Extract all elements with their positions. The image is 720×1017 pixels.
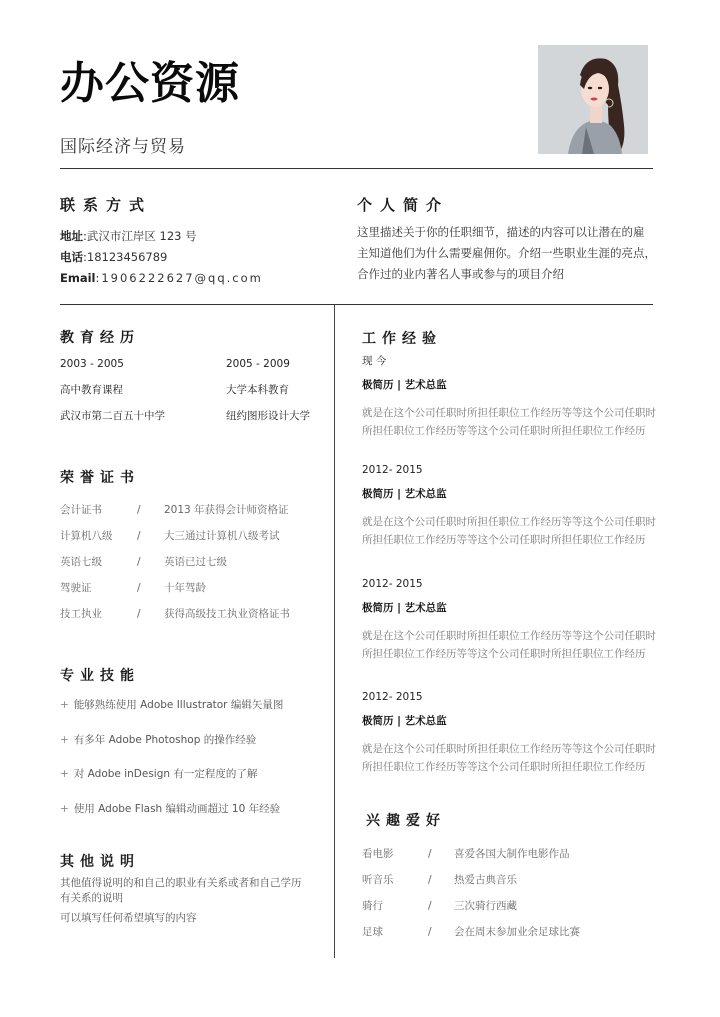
skill-item — [60, 732, 283, 767]
skill-text: 对 Adobe inDesign 有一定程度的了解 — [73, 768, 258, 780]
honor-detail: 十年驾龄 — [164, 582, 206, 594]
honor-detail: 英语已过七级 — [164, 556, 227, 568]
work-role: 极简历 | 艺术总监 — [362, 602, 447, 614]
education-period: 2005 - 2009 — [226, 358, 290, 370]
skills-list — [60, 697, 283, 835]
honor-item — [60, 606, 320, 632]
plus-bullet-icon: + — [60, 733, 69, 746]
skill-text: 使用 Adobe Flash 编辑动画超过 10 年经验 — [73, 802, 281, 815]
work-description: 就是在这个公司任职时所担任职位工作经历等等这个公司任职时所担任职位工作经历等等这个公司任职时所担任职位工作经历 — [362, 407, 656, 437]
section-divider — [60, 304, 653, 305]
plus-bullet-icon: + — [60, 699, 69, 711]
contact-info — [60, 226, 263, 289]
address-row — [60, 226, 263, 247]
hobbies-list — [362, 846, 652, 950]
intro-line: 合作过的业内著名人事或参与的项目介绍 — [357, 267, 564, 281]
hobby-name: 骑行 — [362, 900, 383, 912]
skill-text: 能够熟练使用 Adobe Illustrator 编辑矢量图 — [73, 699, 284, 711]
hobby-item — [362, 924, 652, 950]
hobby-detail: 会在周末参加业余足球比赛 — [454, 926, 580, 938]
honor-name: 计算机八级 — [60, 530, 113, 542]
work-role: 极简历 | 艺术总监 — [362, 715, 447, 727]
email-label: Email — [60, 271, 96, 285]
skill-item — [60, 697, 283, 732]
intro-line: 主知道他们为什么需要雇佣你。介绍一些职业生涯的亮点， — [357, 246, 656, 260]
work-description: 就是在这个公司任职时所担任职位工作经历等等这个公司任职时所担任职位工作经历等等这个公司任职时所担任职位工作经历 — [362, 743, 656, 773]
work-period: 2012- 2015 — [362, 578, 423, 590]
honor-item — [60, 580, 320, 606]
portrait-image-icon — [538, 45, 648, 154]
skill-item — [60, 801, 283, 836]
phone-row — [60, 247, 263, 268]
work-entry — [362, 462, 662, 549]
honor-detail: 2013 年获得会计师资格证 — [164, 504, 289, 516]
honors-list — [60, 502, 320, 632]
honor-name: 技工执业 — [60, 608, 102, 620]
column-divider — [334, 304, 335, 958]
honors-section-title: 荣誉证书 — [60, 470, 140, 486]
work-period: 2012- 2015 — [362, 464, 423, 476]
education-entry — [60, 356, 165, 434]
honor-item — [60, 502, 320, 528]
candidate-name: 办公资源 — [60, 58, 240, 109]
honor-name: 会计证书 — [60, 504, 102, 516]
plus-bullet-icon: + — [60, 802, 69, 815]
other-section-title: 其他说明 — [60, 854, 140, 870]
intro-text — [357, 222, 657, 285]
skill-text: 有多年 Adobe Photoshop 的操作经验 — [73, 733, 257, 746]
education-course: 高中教育课程 — [60, 384, 123, 396]
other-notes — [60, 876, 310, 931]
other-paragraph: 其他值得说明的和自己的职业有关系或者和自己学历有关系的说明 — [60, 877, 302, 904]
hobby-detail: 三次骑行西藏 — [454, 900, 517, 912]
honor-separator: / — [137, 556, 141, 568]
hobby-detail: 热爱古典音乐 — [454, 874, 517, 886]
address-label: 地址 — [60, 229, 83, 243]
address-value: :武汉市江岸区 123 号 — [83, 229, 197, 243]
education-school: 纽约图形设计大学 — [226, 410, 310, 422]
plus-bullet-icon: + — [60, 768, 69, 780]
hobby-separator: / — [428, 900, 432, 912]
hobby-separator: / — [428, 848, 432, 860]
other-paragraph: 可以填写任何希望填写的内容 — [60, 912, 197, 924]
education-entry — [226, 356, 310, 434]
intro-line: 这里描述关于你的任职细节，描述的内容可以让潜在的雇 — [357, 225, 645, 239]
header-divider — [60, 168, 653, 169]
skills-section-title: 专业技能 — [60, 668, 140, 684]
work-role: 极简历 | 艺术总监 — [362, 379, 447, 391]
honor-detail: 大三通过计算机八级考试 — [164, 530, 280, 542]
education-section-title: 教育经历 — [60, 330, 140, 346]
skill-item — [60, 766, 283, 801]
hobby-detail: 喜爱各国大制作电影作品 — [454, 848, 570, 860]
email-row — [60, 268, 263, 289]
candidate-major: 国际经济与贸易 — [60, 137, 186, 157]
honor-item — [60, 554, 320, 580]
honor-separator: / — [137, 504, 141, 516]
honor-separator: / — [137, 608, 141, 620]
work-description: 就是在这个公司任职时所担任职位工作经历等等这个公司任职时所担任职位工作经历等等这个公司任职时所担任职位工作经历 — [362, 630, 656, 660]
work-period: 2012- 2015 — [362, 691, 423, 703]
work-description: 就是在这个公司任职时所担任职位工作经历等等这个公司任职时所担任职位工作经历等等这个公司任职时所担任职位工作经历 — [362, 516, 656, 546]
honor-name: 英语七级 — [60, 556, 102, 568]
phone-value: :18123456789 — [83, 250, 168, 264]
honor-separator: / — [137, 530, 141, 542]
work-role: 极简历 | 艺术总监 — [362, 488, 447, 500]
work-entry — [362, 689, 662, 776]
work-section-title: 工作经验 — [362, 331, 442, 347]
contact-section-title: 联系方式 — [60, 196, 153, 214]
phone-label: 电话 — [60, 250, 83, 264]
education-period: 2003 - 2005 — [60, 358, 124, 370]
education-school: 武汉市第二百五十中学 — [60, 410, 165, 422]
portrait-photo — [538, 45, 648, 154]
honor-name: 驾驶证 — [60, 582, 92, 594]
work-period: 现 今 — [362, 355, 387, 367]
education-course: 大学本科教育 — [226, 384, 289, 396]
hobby-separator: / — [428, 926, 432, 938]
honor-item — [60, 528, 320, 554]
hobby-item — [362, 872, 652, 898]
email-value: :1906222627@qq.com — [95, 271, 263, 285]
work-entry — [362, 353, 662, 440]
hobbies-section-title: 兴趣爱好 — [366, 813, 446, 829]
work-entry — [362, 576, 662, 663]
honor-detail: 获得高级技工执业资格证书 — [164, 608, 290, 620]
hobby-item — [362, 846, 652, 872]
hobby-item — [362, 898, 652, 924]
hobby-separator: / — [428, 874, 432, 886]
intro-section-title: 个人简介 — [357, 196, 450, 214]
honor-separator: / — [137, 582, 141, 594]
hobby-name: 看电影 — [362, 848, 394, 860]
hobby-name: 足球 — [362, 926, 383, 938]
hobby-name: 听音乐 — [362, 874, 394, 886]
